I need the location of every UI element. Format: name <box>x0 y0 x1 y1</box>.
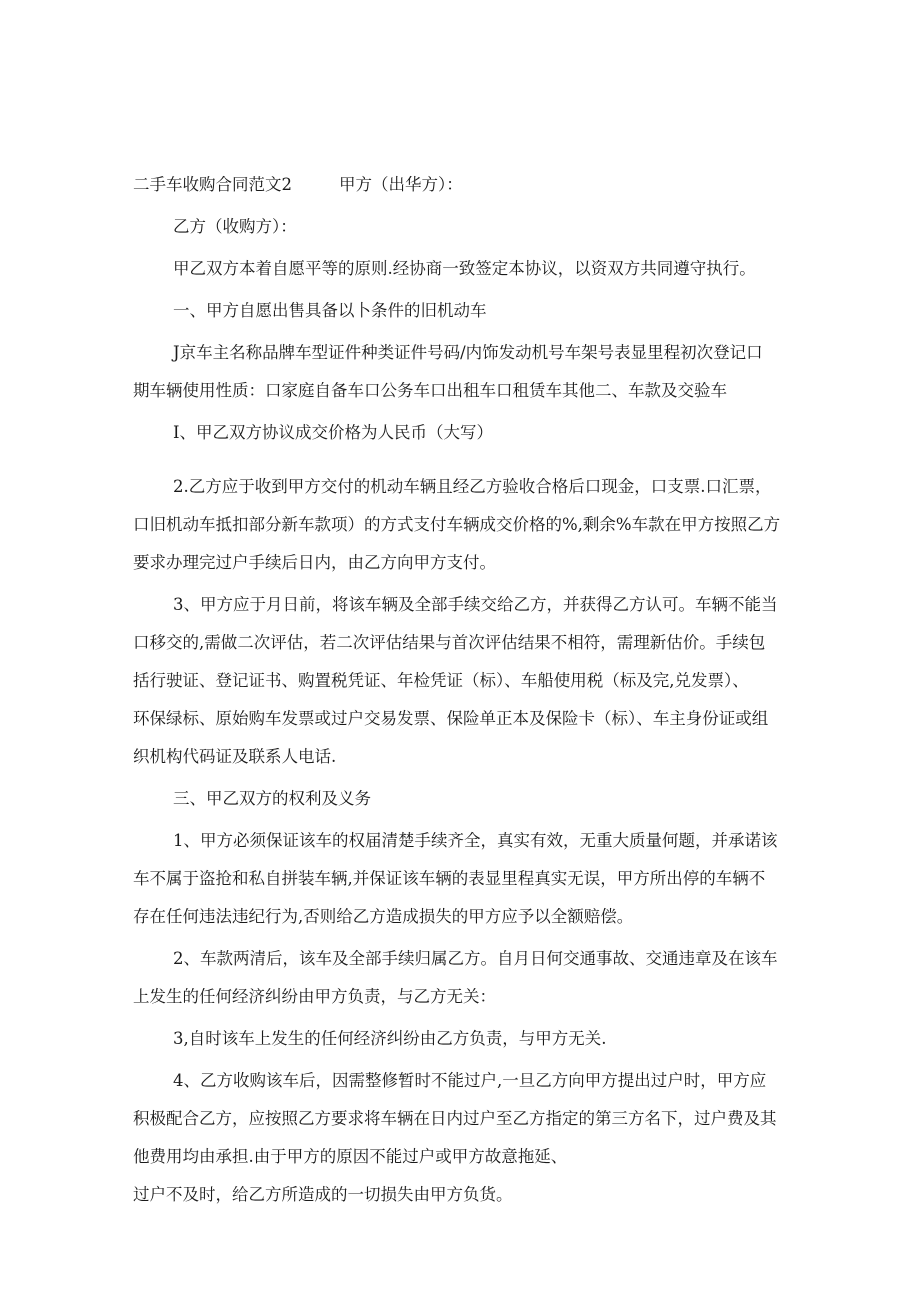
section-3-item-1-line: 存在任何违法违纪行为,否则给乙方造成损失的甲方应予以全额赔偿。 <box>133 907 634 926</box>
intro-paragraph: 甲乙双方本着自愿平等的原则.经协商一致签定本协议，以资双方共同遵守执行。 <box>173 259 756 278</box>
section-3-item-4-line: 他费用均由承担.由于甲方的原因不能过户或甲方故意拖延、 <box>133 1147 568 1166</box>
item-3-line: 括行驶证、登记证书、购置税凭证、年检凭证（标）、车船使用税（标及完,兑发票）、 <box>133 671 749 690</box>
section-1-line: 期车辆使用性质：口家庭自备车口公务车口出租车口租赁车其他二、车款及交验车 <box>133 381 727 400</box>
party-a-label: 甲方（出华方）： <box>339 175 463 194</box>
section-3-item-4-line: 过户不及时，给乙方所造成的一切损失由甲方负货。 <box>133 1185 513 1204</box>
title-line <box>133 170 793 199</box>
document-title: 二手车收购合同范文2 <box>133 175 292 194</box>
item-3-line: 口移交的,需做二次评估，若二次评估结果与首次评估结果不相符，需理新估价。手续包 <box>133 633 766 652</box>
section-3-item-2-line: 2、车款两清后，该车及全部手续归属乙方。自月日何交通事故、交通违章及在该车 <box>173 949 778 968</box>
section-1-line: J京车主名称品牌车型证件种类证件号码/内饰发动机号车架号表显里程初次登记口 <box>173 343 763 362</box>
section-3-item-1-line: 1、甲方必须保证该车的权届清楚手续齐全，真实有效，无重大质量何题，并承诺该 <box>173 831 778 850</box>
item-3-line: 环保绿标、原始购车发票或过户交易发票、保险单正本及保险卡（标）、车主身份证或组 <box>133 709 769 728</box>
section-3-heading: 三、甲乙双方的权利及义务 <box>173 789 371 808</box>
section-3-item-4-line: 积极配合乙方，应按照乙方要求将车辆在日内过户至乙方指定的第三方名下，过户费及其 <box>133 1109 777 1128</box>
section-3-item-3: 3,自时该车上发生的任何经济纠纷由乙方负责，与甲方无关. <box>173 1029 607 1048</box>
item-2-line: 要求办理完过户手续后日内，由乙方向甲方支付。 <box>133 553 496 572</box>
section-3-item-4-line: 4、乙方收购该车后，因需整修暂时不能过户,一旦乙方向甲方提出过户时，甲方应 <box>173 1071 767 1090</box>
item-3-line: 3、甲方应于月日前，将该车辆及全部手续交给乙方，并获得乙方认可。车辆不能当 <box>173 595 778 614</box>
item-i: I、甲乙双方协议成交价格为人民币（大写） <box>173 423 494 442</box>
item-3-line: 织机构代码证及联系人电话. <box>133 747 337 766</box>
section-3-item-1-line: 车不属于盗抢和私自拼装车辆,并保证该车辆的表显里程真实无误，甲方所出停的车辆不 <box>133 869 766 888</box>
section-3-item-2-line: 上发生的任何经济纠纷由甲方负责，与乙方无关： <box>133 987 496 1006</box>
item-2-line: 口旧机动车抵扣部分新车款项）的方式支付车辆成交价格的%,剩余%车款在甲方按照乙方 <box>133 515 781 534</box>
party-b-label: 乙方（收购方）： <box>173 217 297 236</box>
item-2-line: 2.乙方应于收到甲方交付的机动车辆且经乙方验收合格后口现金，口支票.口汇票， <box>173 477 772 496</box>
section-1-heading: 一、甲方自愿出售具备以卜条件的旧机动车 <box>173 301 487 320</box>
document-body <box>133 170 793 1209</box>
